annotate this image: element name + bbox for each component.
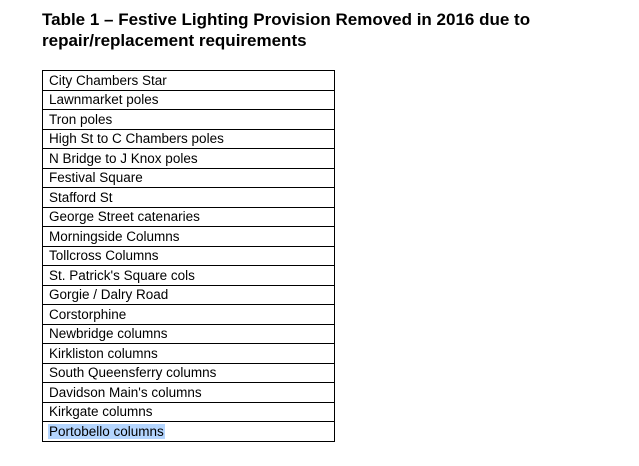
table-row bbox=[43, 227, 335, 247]
table-cell[interactable] bbox=[43, 71, 335, 91]
table-cell[interactable] bbox=[43, 149, 335, 169]
cell-text: Tron poles bbox=[49, 111, 113, 127]
lighting-table bbox=[42, 70, 335, 442]
table-row bbox=[43, 149, 335, 169]
table-cell[interactable] bbox=[43, 227, 335, 247]
table-cell[interactable] bbox=[43, 266, 335, 286]
table-cell[interactable] bbox=[43, 129, 335, 149]
table-row bbox=[43, 188, 335, 208]
cell-text: Stafford St bbox=[49, 189, 113, 205]
table-cell[interactable] bbox=[43, 402, 335, 422]
cell-text: Tollcross Columns bbox=[49, 248, 159, 263]
cell-text: Kirkgate columns bbox=[49, 404, 153, 419]
cell-text: Davidson Main's columns bbox=[49, 384, 202, 400]
cell-text: N Bridge to J Knox poles bbox=[49, 150, 198, 166]
cell-text: St. Patrick's Square cols bbox=[49, 267, 195, 283]
table-cell[interactable] bbox=[43, 110, 335, 130]
table-cell[interactable] bbox=[43, 363, 335, 383]
table-cell[interactable] bbox=[43, 383, 335, 403]
cell-text: South Queensferry columns bbox=[49, 365, 217, 380]
table-cell[interactable] bbox=[43, 207, 335, 227]
table-row bbox=[43, 129, 335, 149]
table-cell[interactable] bbox=[43, 90, 335, 110]
cell-text: Newbridge columns bbox=[49, 326, 168, 341]
cell-text: Festival Square bbox=[49, 170, 143, 185]
table-row bbox=[43, 344, 335, 364]
table-row bbox=[43, 266, 335, 286]
cell-text: High St to C Chambers poles bbox=[49, 131, 224, 146]
table-row bbox=[43, 422, 335, 442]
table-cell[interactable] bbox=[43, 324, 335, 344]
table-row bbox=[43, 383, 335, 403]
table-cell[interactable] bbox=[43, 344, 335, 364]
table-row bbox=[43, 246, 335, 266]
cell-text: Kirkliston columns bbox=[49, 345, 158, 361]
table-row bbox=[43, 207, 335, 227]
selected-cell-text[interactable]: Portobello columns bbox=[49, 423, 164, 439]
table-cell[interactable] bbox=[43, 246, 335, 266]
table-cell[interactable] bbox=[43, 305, 335, 325]
cell-text: George Street catenaries bbox=[49, 209, 200, 224]
table-cell[interactable] bbox=[43, 422, 335, 442]
table-row bbox=[43, 285, 335, 305]
table-row bbox=[43, 110, 335, 130]
table-row bbox=[43, 305, 335, 325]
cell-text: Morningside Columns bbox=[49, 228, 180, 244]
cell-text: City Chambers Star bbox=[49, 72, 167, 88]
table-title bbox=[42, 9, 612, 51]
cell-text: Gorgie / Dalry Road bbox=[49, 287, 169, 302]
cell-text: Corstorphine bbox=[49, 306, 127, 322]
table-title-line-2: repair/replacement requirements bbox=[42, 31, 307, 50]
cell-text: Lawnmarket poles bbox=[49, 92, 159, 107]
table-title-line-1: Table 1 – Festive Lighting Provision Removed in 2016 due to bbox=[42, 10, 531, 29]
table-cell[interactable] bbox=[43, 188, 335, 208]
table-row bbox=[43, 402, 335, 422]
table-cell[interactable] bbox=[43, 168, 335, 188]
table-cell[interactable] bbox=[43, 285, 335, 305]
table-row bbox=[43, 168, 335, 188]
table-row bbox=[43, 90, 335, 110]
table-row bbox=[43, 363, 335, 383]
table-row bbox=[43, 324, 335, 344]
table-row bbox=[43, 71, 335, 91]
